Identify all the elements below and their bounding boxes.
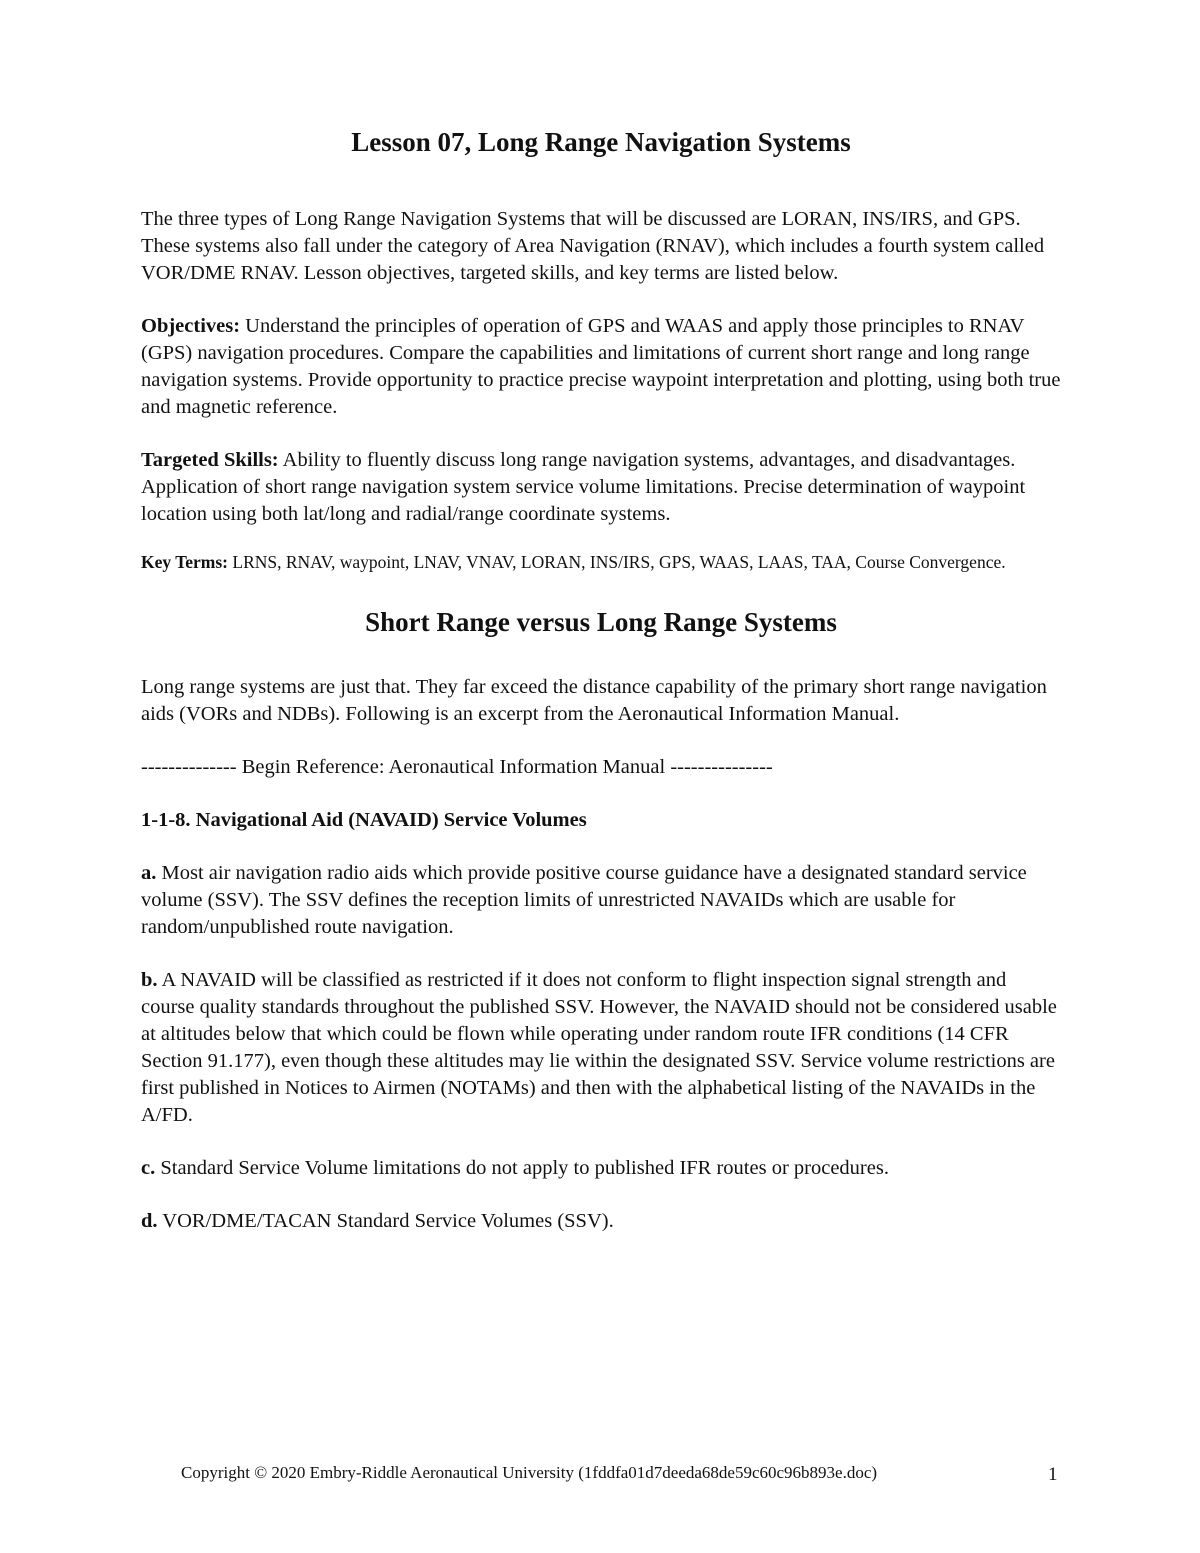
item-a-text: Most air navigation radio aids which provide positive course guidance have a designated standard service volume (SSV). The SSV defines the reception limits of unrestricted NAVAIDs which are usable for random/unpublished route navigation. xyxy=(141,862,1027,938)
key-terms-paragraph xyxy=(141,550,1061,574)
item-c-text: Standard Service Volume limitations do not apply to published IFR routes or procedures. xyxy=(155,1157,889,1179)
page-title: Lesson 07, Long Range Navigation Systems xyxy=(351,127,851,157)
intro-paragraph: The three types of Long Range Navigation Systems that will be discussed are LORAN, INS/IRS, and GPS. These systems also fall under the category of Area Navigation (RNAV), which includes a fourth system called VOR/DME RNAV. Lesson objectives, targeted skills, and key terms are listed below. xyxy=(141,208,1045,284)
item-d-text: VOR/DME/TACAN Standard Service Volumes (SSV). xyxy=(157,1210,614,1232)
item-a-label: a. xyxy=(141,862,157,884)
item-c-paragraph xyxy=(141,1155,1061,1182)
subsection-heading-text: 1-1-8. Navigational Aid (NAVAID) Service Volumes xyxy=(141,809,587,831)
objectives-label: Objectives: xyxy=(141,315,241,337)
item-b-label: b. xyxy=(141,969,158,991)
objectives-paragraph xyxy=(141,313,1061,421)
page-number: 1 xyxy=(1048,1464,1058,1485)
targeted-skills-text: Ability to fluently discuss long range navigation systems, advantages, and disadvantages. Application of short range navigation system service volume limitations. Precise determination of waypoint location using both lat/long and radial/range coordinate systems. xyxy=(141,449,1026,525)
key-terms-label: Key Terms: xyxy=(141,552,229,572)
section-intro-paragraph: Long range systems are just that. They far exceed the distance capability of the primary short range navigation aids (VORs and NDBs). Following is an excerpt from the Aeronautical Information Manual. xyxy=(141,676,1047,725)
section-heading: Short Range versus Long Range Systems xyxy=(365,607,837,637)
item-d-label: d. xyxy=(141,1210,158,1232)
copyright-notice: Copyright © 2020 Embry-Riddle Aeronautical University (1fddfa01d7deeda68de59c60c96b893e.doc) xyxy=(181,1463,878,1482)
targeted-skills-paragraph xyxy=(141,447,1061,528)
subsection-heading xyxy=(141,807,1061,834)
objectives-text: Understand the principles of operation of GPS and WAAS and apply those principles to RNAV (GPS) navigation procedures. Compare the capabilities and limitations of current short range and long range navigation systems. Provide opportunity to practice precise waypoint interpretation and plotting, using both true and magnetic reference. xyxy=(141,315,1061,418)
item-b-text: A NAVAID will be classified as restricted if it does not conform to flight inspection signal strength and course quality standards throughout the published SSV. However, the NAVAID should not be considered usable at altitudes below that which could be flown while operating under random route IFR conditions (14 CFR Section 91.177), even though these altitudes may lie within the designated SSV. Service volume restrictions are first published in Notices to Airmen (NOTAMs) and then with the alphabetical listing of the NAVAIDs in the A/FD. xyxy=(141,969,1057,1126)
item-c-label: c. xyxy=(141,1157,156,1179)
item-b-paragraph xyxy=(141,967,1061,1129)
page-content xyxy=(141,124,1061,1235)
item-a-paragraph xyxy=(141,860,1061,941)
targeted-skills-label: Targeted Skills: xyxy=(141,449,279,471)
item-d-paragraph xyxy=(141,1208,1061,1235)
reference-begin-line: -------------- Begin Reference: Aeronautical Information Manual --------------- xyxy=(141,756,773,778)
page-footer xyxy=(0,1461,1200,1485)
key-terms-text: LRNS, RNAV, waypoint, LNAV, VNAV, LORAN, INS/IRS, GPS, WAAS, LAAS, TAA, Course Convergence. xyxy=(228,552,1006,572)
